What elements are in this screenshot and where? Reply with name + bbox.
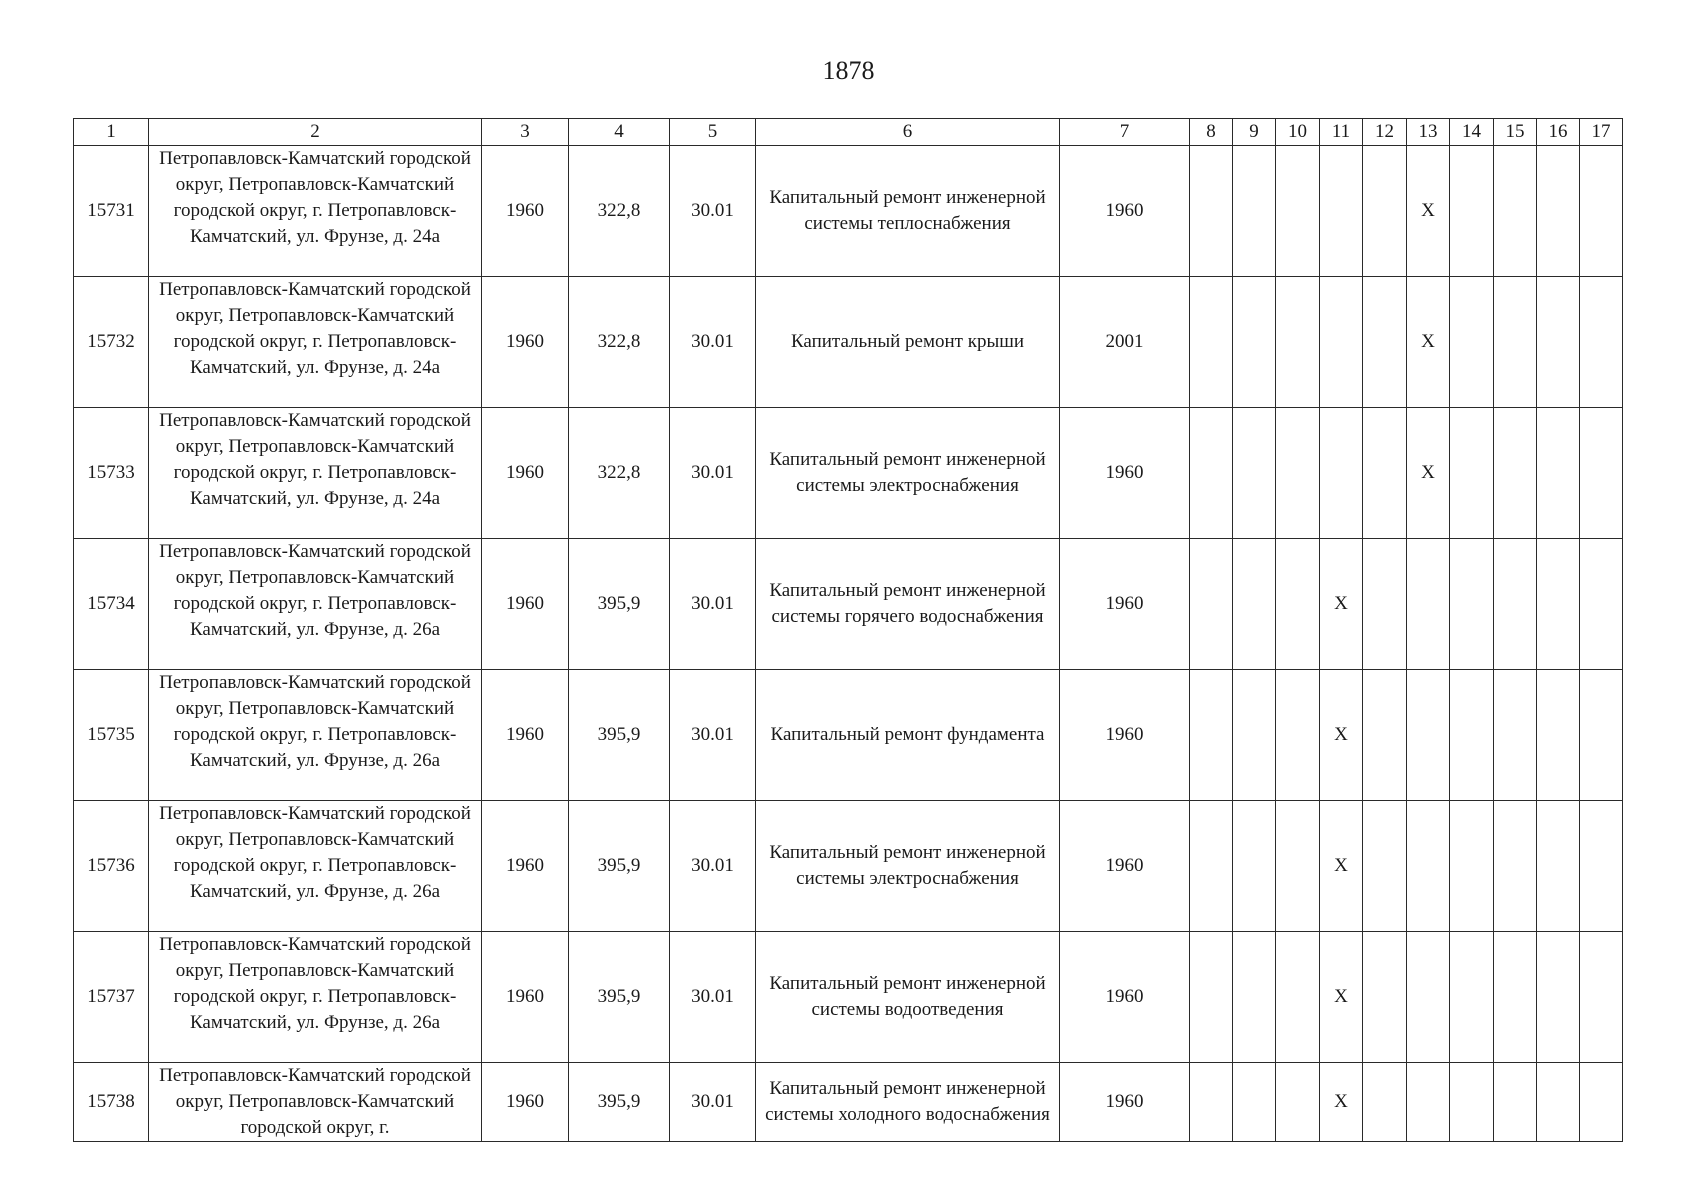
year-work-cell: 1960 bbox=[1060, 1063, 1190, 1142]
area-cell: 395,9 bbox=[569, 670, 670, 801]
year-built-cell: 1960 bbox=[482, 408, 569, 539]
mark-cell bbox=[1233, 801, 1276, 932]
area-cell: 395,9 bbox=[569, 1063, 670, 1142]
mark-cell bbox=[1580, 408, 1623, 539]
mark-cell bbox=[1494, 801, 1537, 932]
mark-cell bbox=[1190, 277, 1233, 408]
work-type-cell: Капитальный ремонт инженерной системы электроснабжения bbox=[756, 801, 1060, 932]
column-header: 10 bbox=[1276, 119, 1320, 146]
address-cell bbox=[149, 146, 482, 277]
mark-cell bbox=[1363, 1063, 1407, 1142]
mark-cell bbox=[1580, 146, 1623, 277]
mark-cell bbox=[1276, 146, 1320, 277]
code-cell: 30.01 bbox=[670, 277, 756, 408]
mark-x-cell: X bbox=[1407, 146, 1450, 277]
mark-cell bbox=[1537, 932, 1580, 1063]
row-number-cell: 15737 bbox=[74, 932, 149, 1063]
work-type-cell: Капитальный ремонт инженерной системы холодного водоснабжения bbox=[756, 1063, 1060, 1142]
mark-cell bbox=[1494, 277, 1537, 408]
column-header: 14 bbox=[1450, 119, 1494, 146]
mark-cell bbox=[1537, 670, 1580, 801]
code-cell: 30.01 bbox=[670, 408, 756, 539]
row-number-cell: 15732 bbox=[74, 277, 149, 408]
mark-cell bbox=[1363, 932, 1407, 1063]
mark-cell bbox=[1450, 539, 1494, 670]
area-cell: 322,8 bbox=[569, 408, 670, 539]
year-built-cell: 1960 bbox=[482, 1063, 569, 1142]
year-built-cell: 1960 bbox=[482, 932, 569, 1063]
year-built-cell: 1960 bbox=[482, 801, 569, 932]
code-cell: 30.01 bbox=[670, 146, 756, 277]
year-built-cell: 1960 bbox=[482, 277, 569, 408]
column-header: 12 bbox=[1363, 119, 1407, 146]
row-number-cell: 15738 bbox=[74, 1063, 149, 1142]
mark-cell bbox=[1450, 277, 1494, 408]
address-cell bbox=[149, 801, 482, 932]
area-cell: 322,8 bbox=[569, 277, 670, 408]
mark-cell bbox=[1190, 1063, 1233, 1142]
mark-cell bbox=[1363, 539, 1407, 670]
row-number-cell: 15733 bbox=[74, 408, 149, 539]
year-built-cell: 1960 bbox=[482, 539, 569, 670]
mark-cell bbox=[1276, 670, 1320, 801]
year-work-cell: 1960 bbox=[1060, 408, 1190, 539]
mark-cell bbox=[1276, 408, 1320, 539]
mark-cell bbox=[1363, 670, 1407, 801]
mark-cell bbox=[1450, 670, 1494, 801]
mark-cell bbox=[1537, 146, 1580, 277]
mark-cell bbox=[1363, 277, 1407, 408]
address-cell bbox=[149, 670, 482, 801]
work-type-cell: Капитальный ремонт фундамента bbox=[756, 670, 1060, 801]
year-work-cell: 1960 bbox=[1060, 932, 1190, 1063]
column-header: 16 bbox=[1537, 119, 1580, 146]
mark-cell bbox=[1233, 408, 1276, 539]
mark-x-cell: X bbox=[1320, 670, 1363, 801]
mark-cell bbox=[1450, 146, 1494, 277]
column-header: 1 bbox=[74, 119, 149, 146]
page-number: 1878 bbox=[822, 56, 875, 85]
mark-cell bbox=[1494, 1063, 1537, 1142]
address-cell bbox=[149, 932, 482, 1063]
address-cell bbox=[149, 277, 482, 408]
mark-cell bbox=[1233, 277, 1276, 408]
mark-cell bbox=[1494, 670, 1537, 801]
mark-cell bbox=[1537, 277, 1580, 408]
mark-cell bbox=[1233, 146, 1276, 277]
mark-cell bbox=[1494, 408, 1537, 539]
column-header: 15 bbox=[1494, 119, 1537, 146]
table-row bbox=[74, 670, 1623, 801]
row-number-cell: 15736 bbox=[74, 801, 149, 932]
mark-cell bbox=[1190, 408, 1233, 539]
mark-cell bbox=[1537, 408, 1580, 539]
mark-cell bbox=[1233, 1063, 1276, 1142]
mark-cell bbox=[1190, 539, 1233, 670]
address-cell bbox=[149, 1063, 482, 1142]
table-row bbox=[74, 277, 1623, 408]
mark-x-cell: X bbox=[1320, 801, 1363, 932]
mark-cell bbox=[1190, 801, 1233, 932]
mark-cell bbox=[1320, 408, 1363, 539]
address-text: Петропавловск-Камчатский городской округ, Петропавловск-Камчатский городской округ, г. Петропавловск-Камчатский, ул. Фрунзе, д. 26а bbox=[159, 672, 471, 771]
work-type-cell: Капитальный ремонт крыши bbox=[756, 277, 1060, 408]
mark-cell bbox=[1276, 932, 1320, 1063]
area-cell: 395,9 bbox=[569, 932, 670, 1063]
column-header: 4 bbox=[569, 119, 670, 146]
work-type-cell: Капитальный ремонт инженерной системы электроснабжения bbox=[756, 408, 1060, 539]
mark-cell bbox=[1190, 932, 1233, 1063]
address-text: Петропавловск-Камчатский городской округ, Петропавловск-Камчатский городской округ, г. Петропавловск-Камчатский, ул. Фрунзе, д. 24а bbox=[159, 279, 471, 378]
address-text: Петропавловск-Камчатский городской округ, Петропавловск-Камчатский городской округ, г. Петропавловск-Камчатский, ул. Фрунзе, д. 26а bbox=[159, 803, 471, 902]
work-type-cell: Капитальный ремонт инженерной системы горячего водоснабжения bbox=[756, 539, 1060, 670]
mark-cell bbox=[1233, 932, 1276, 1063]
mark-cell bbox=[1407, 801, 1450, 932]
mark-cell bbox=[1494, 539, 1537, 670]
address-cell bbox=[149, 408, 482, 539]
mark-cell bbox=[1494, 146, 1537, 277]
mark-cell bbox=[1320, 146, 1363, 277]
column-header: 5 bbox=[670, 119, 756, 146]
mark-cell bbox=[1276, 539, 1320, 670]
address-cell bbox=[149, 539, 482, 670]
table-row bbox=[74, 146, 1623, 277]
mark-cell bbox=[1580, 932, 1623, 1063]
mark-cell bbox=[1407, 539, 1450, 670]
mark-cell bbox=[1537, 539, 1580, 670]
work-type-cell: Капитальный ремонт инженерной системы теплоснабжения bbox=[756, 146, 1060, 277]
code-cell: 30.01 bbox=[670, 801, 756, 932]
address-text: Петропавловск-Камчатский городской округ, Петропавловск-Камчатский городской округ, г. Петропавловск-Камчатский, ул. Фрунзе, д. 26а bbox=[159, 934, 471, 1033]
mark-x-cell: X bbox=[1320, 539, 1363, 670]
mark-cell bbox=[1190, 670, 1233, 801]
mark-cell bbox=[1494, 932, 1537, 1063]
column-header: 17 bbox=[1580, 119, 1623, 146]
mark-cell bbox=[1276, 1063, 1320, 1142]
mark-cell bbox=[1537, 801, 1580, 932]
area-cell: 395,9 bbox=[569, 539, 670, 670]
mark-cell bbox=[1450, 408, 1494, 539]
table-row bbox=[74, 932, 1623, 1063]
work-type-cell: Капитальный ремонт инженерной системы водоотведения bbox=[756, 932, 1060, 1063]
code-cell: 30.01 bbox=[670, 1063, 756, 1142]
mark-cell bbox=[1580, 1063, 1623, 1142]
year-work-cell: 2001 bbox=[1060, 277, 1190, 408]
mark-cell bbox=[1276, 277, 1320, 408]
mark-cell bbox=[1580, 277, 1623, 408]
column-header: 8 bbox=[1190, 119, 1233, 146]
mark-cell bbox=[1580, 539, 1623, 670]
mark-cell bbox=[1450, 932, 1494, 1063]
mark-cell bbox=[1363, 146, 1407, 277]
mark-cell bbox=[1363, 801, 1407, 932]
code-cell: 30.01 bbox=[670, 670, 756, 801]
column-header: 2 bbox=[149, 119, 482, 146]
address-text: Петропавловск-Камчатский городской округ, Петропавловск-Камчатский городской округ, г. Петропавловск-Камчатский, ул. Фрунзе, д. 24а bbox=[159, 410, 471, 509]
mark-cell bbox=[1407, 670, 1450, 801]
table-row bbox=[74, 801, 1623, 932]
mark-cell bbox=[1407, 932, 1450, 1063]
code-cell: 30.01 bbox=[670, 932, 756, 1063]
table-row bbox=[74, 408, 1623, 539]
mark-cell bbox=[1580, 801, 1623, 932]
column-header: 11 bbox=[1320, 119, 1363, 146]
mark-x-cell: X bbox=[1407, 408, 1450, 539]
address-text: Петропавловск-Камчатский городской округ, Петропавловск-Камчатский городской округ, г. bbox=[159, 1065, 471, 1138]
mark-cell bbox=[1233, 670, 1276, 801]
year-work-cell: 1960 bbox=[1060, 670, 1190, 801]
column-header: 6 bbox=[756, 119, 1060, 146]
row-number-cell: 15735 bbox=[74, 670, 149, 801]
mark-x-cell: X bbox=[1407, 277, 1450, 408]
address-text: Петропавловск-Камчатский городской округ, Петропавловск-Камчатский городской округ, г. Петропавловск-Камчатский, ул. Фрунзе, д. 26а bbox=[159, 541, 471, 640]
column-header: 9 bbox=[1233, 119, 1276, 146]
column-header: 7 bbox=[1060, 119, 1190, 146]
mark-cell bbox=[1320, 277, 1363, 408]
year-built-cell: 1960 bbox=[482, 146, 569, 277]
mark-cell bbox=[1450, 801, 1494, 932]
mark-cell bbox=[1580, 670, 1623, 801]
row-number-cell: 15734 bbox=[74, 539, 149, 670]
mark-x-cell: X bbox=[1320, 1063, 1363, 1142]
year-built-cell: 1960 bbox=[482, 670, 569, 801]
mark-cell bbox=[1190, 146, 1233, 277]
table-body bbox=[74, 146, 1623, 1142]
column-header: 3 bbox=[482, 119, 569, 146]
mark-cell bbox=[1276, 801, 1320, 932]
header-row bbox=[74, 119, 1623, 146]
mark-cell bbox=[1363, 408, 1407, 539]
column-header: 13 bbox=[1407, 119, 1450, 146]
year-work-cell: 1960 bbox=[1060, 146, 1190, 277]
code-cell: 30.01 bbox=[670, 539, 756, 670]
mark-cell bbox=[1233, 539, 1276, 670]
table-row bbox=[74, 1063, 1623, 1142]
row-number-cell: 15731 bbox=[74, 146, 149, 277]
area-cell: 322,8 bbox=[569, 146, 670, 277]
table-row bbox=[74, 539, 1623, 670]
year-work-cell: 1960 bbox=[1060, 539, 1190, 670]
mark-cell bbox=[1407, 1063, 1450, 1142]
mark-cell bbox=[1450, 1063, 1494, 1142]
mark-cell bbox=[1537, 1063, 1580, 1142]
area-cell: 395,9 bbox=[569, 801, 670, 932]
repair-schedule-table bbox=[73, 118, 1623, 1142]
year-work-cell: 1960 bbox=[1060, 801, 1190, 932]
address-text: Петропавловск-Камчатский городской округ, Петропавловск-Камчатский городской округ, г. Петропавловск-Камчатский, ул. Фрунзе, д. 24а bbox=[159, 148, 471, 247]
mark-x-cell: X bbox=[1320, 932, 1363, 1063]
